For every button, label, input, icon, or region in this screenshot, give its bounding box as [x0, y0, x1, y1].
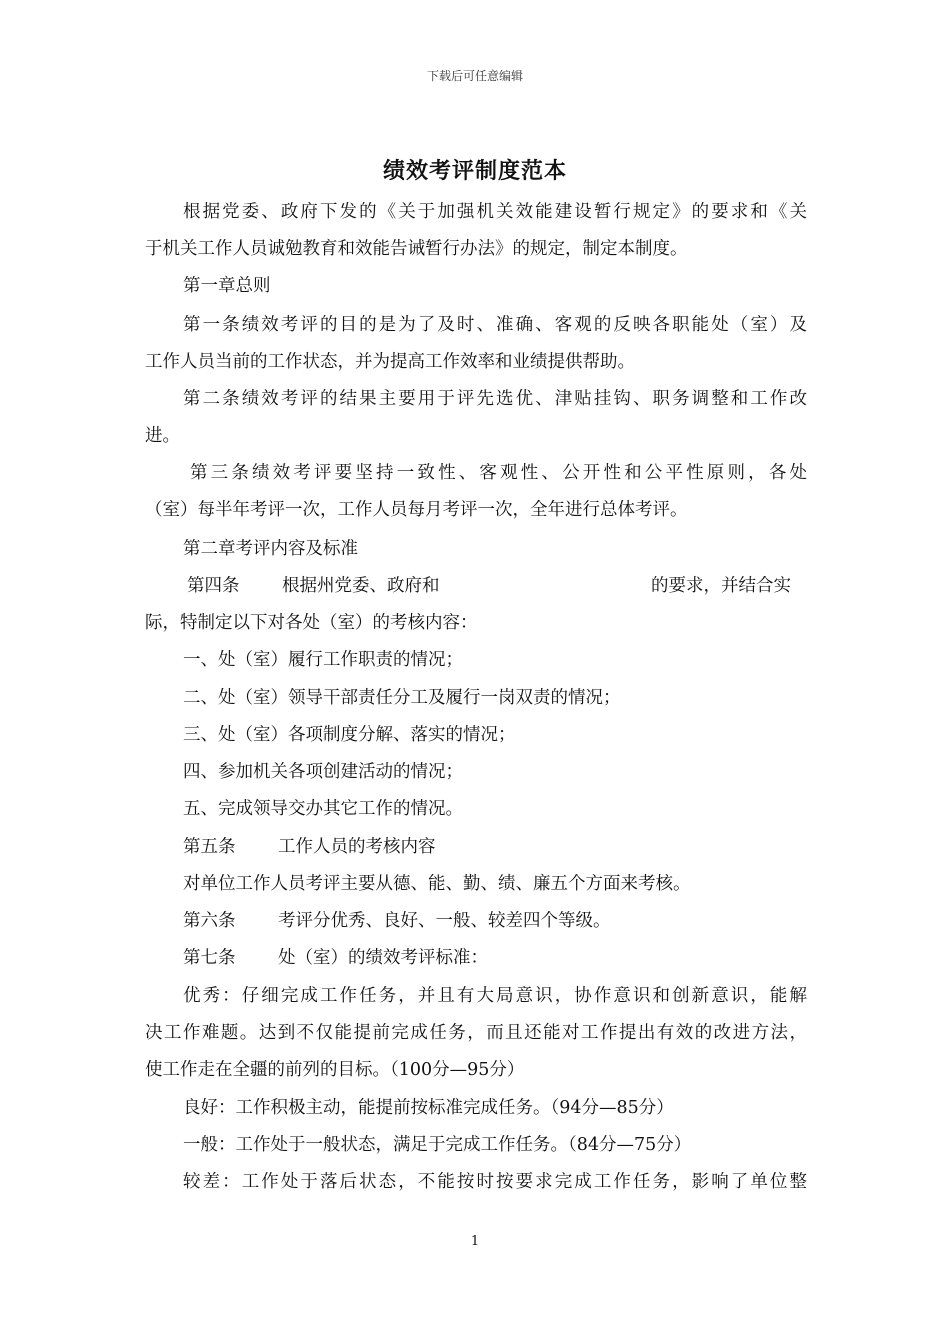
paragraph-line: 工作人员当前的工作状态，并为提高工作效率和业绩提供帮助。 [145, 352, 635, 372]
paragraph-line: 考评分优秀、良好、一般、较差四个等级。 [278, 911, 611, 931]
list-item: 一、处（室）履行工作职责的情况； [183, 650, 463, 670]
paragraph-line: 第一条绩效考评的目的是为了及时、准确、客观的反映各职能处（室）及 [183, 315, 807, 335]
document-title: 绩效考评制度范本 [382, 158, 567, 184]
article-label: 第六条 [183, 911, 236, 931]
paragraph-line: 对单位工作人员考评主要从德、能、勤、绩、廉五个方面来考核。 [183, 874, 691, 894]
chapter-heading: 第一章总则 [183, 276, 271, 296]
list-item: 五、完成领导交办其它工作的情况。 [183, 799, 463, 819]
page-header-note: 下载后可任意编辑 [426, 69, 523, 83]
paragraph-line: 使工作走在全疆的前列的目标。（100分—95分） [145, 1060, 525, 1080]
paragraph-line: （室）每半年考评一次，工作人员每月考评一次，全年进行总体考评。 [145, 500, 688, 520]
paragraph-line: 于机关工作人员诚勉教育和效能告诫暂行办法》的规定，制定本制度。 [145, 239, 688, 259]
paragraph-line: 第三条绩效考评要坚持一致性、客观性、公开性和公平性原则，各处 [190, 463, 807, 483]
paragraph-line: 决工作难题。达到不仅能提前完成任务，而且还能对工作提出有效的改进方法， [145, 1023, 807, 1043]
chapter-heading: 第二章考评内容及标准 [183, 539, 358, 559]
list-item: 四、参加机关各项创建活动的情况； [183, 762, 463, 782]
page-number: 1 [470, 1234, 480, 1249]
paragraph-line: 处（室）的绩效考评标准： [278, 948, 488, 968]
list-item: 三、处（室）各项制度分解、落实的情况； [183, 725, 516, 745]
paragraph-line: 的要求，并结合实 [651, 576, 791, 596]
paragraph-line: 根据党委、政府下发的《关于加强机关效能建设暂行规定》的要求和《关 [183, 202, 807, 222]
paragraph-line: 第二条绩效考评的结果主要用于评先选优、津贴挂钩、职务调整和工作改 [183, 389, 807, 409]
paragraph-line: 优秀：仔细完成工作任务，并且有大局意识，协作意识和创新意识，能解 [183, 986, 807, 1006]
article-label: 第四条 [187, 576, 240, 596]
article-label: 第五条 [183, 837, 236, 857]
paragraph-line: 一般：工作处于一般状态，满足于完成工作任务。（84分—75分） [183, 1135, 692, 1155]
article-label: 第七条 [183, 948, 236, 968]
paragraph-line: 进。 [145, 426, 180, 446]
paragraph-line: 根据州党委、政府和 [282, 576, 440, 596]
paragraph-line: 工作人员的考核内容 [278, 837, 436, 857]
paragraph-line: 良好：工作积极主动，能提前按标准完成任务。（94分—85分） [183, 1098, 674, 1118]
list-item: 二、处（室）领导干部责任分工及履行一岗双责的情况； [183, 688, 621, 708]
paragraph-line: 较差：工作处于落后状态，不能按时按要求完成工作任务，影响了单位整 [183, 1172, 807, 1192]
paragraph-line: 际，特制定以下对各处（室）的考核内容： [145, 613, 478, 633]
